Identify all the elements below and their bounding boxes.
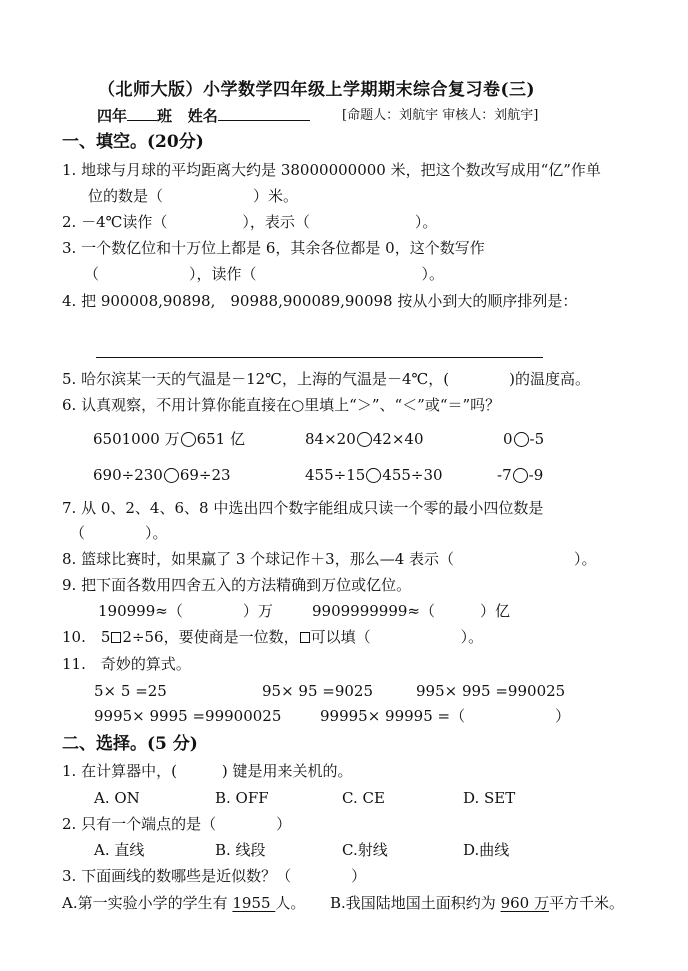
question-3-cont: （ ），读作（ ）。 <box>84 265 445 283</box>
page-title: （北师大版）小学数学四年级上学期期末综合复习卷(三) <box>98 80 536 100</box>
option[interactable]: D. SET <box>463 789 516 807</box>
question-10: 10. 5 2÷56，要使商是一位数， 可以填（ ）。 <box>62 628 484 646</box>
name-blank[interactable] <box>218 105 310 121</box>
question-7: 7. 从 0、2、4、6、8 中选出四个数字能组成只读一个零的最小四位数是 <box>62 499 544 517</box>
choice-question-2: 2. 只有一个端点的是（ ） <box>62 815 292 833</box>
equation: 9995× 9995 =99900025 <box>94 707 282 725</box>
compare-circle[interactable] <box>513 468 528 483</box>
question-7-cont: （ ）。 <box>70 524 168 542</box>
compare-circle[interactable] <box>514 432 529 447</box>
question-3: 3. 一个数亿位和十万位上都是 6，其余各位都是 0，这个数写作 <box>62 239 485 257</box>
question-6: 6. 认真观察，不用计算你能直接在○里填上“＞”、“＜”或“＝”吗？ <box>62 396 501 414</box>
question-1-cont: 位的数是（ ）米。 <box>88 187 299 205</box>
option[interactable]: B.我国陆地国土面积约为 960 万平方千米。 <box>330 894 624 912</box>
equation: 95× 95 =9025 <box>262 682 374 700</box>
blank-box-icon <box>300 632 310 643</box>
question-9: 9. 把下面各数用四舍五入的方法精确到万位或亿位。 <box>62 576 412 594</box>
compare-item: -7 -9 <box>497 466 544 484</box>
compare-circle[interactable] <box>181 432 196 447</box>
question-8: 8. 篮球比赛时，如果赢了 3 个球记作＋3，那么—4 表示（ ）。 <box>62 550 597 568</box>
class-blank[interactable] <box>127 105 157 121</box>
choice-question-3: 3. 下面画线的数哪些是近似数？（ ） <box>62 867 367 885</box>
question-5: 5. 哈尔滨某一天的气温是－12℃，上海的气温是－4℃，( )的温度高。 <box>62 370 590 388</box>
option[interactable]: B. 线段 <box>215 841 266 859</box>
compare-item: 455÷15 455÷30 <box>305 466 443 484</box>
question-4: 4. 把 900008,90898, 90988,900089,90098 按从小到大的顺序排列是： <box>62 292 578 310</box>
option[interactable]: A.第一实验小学的学生有 1955 人。 <box>62 894 306 912</box>
author-note: [命题人：刘航宇 审核人：刘航宇] <box>342 108 539 123</box>
equation: 995× 995 =990025 <box>416 682 566 700</box>
question-9-b: 9909999999≈（ ）亿 <box>312 602 511 620</box>
question-1: 1. 地球与月球的平均距离大约是 38000000000 米，把这个数改写成用“亿”作单 <box>62 161 601 179</box>
choice-question-1: 1. 在计算器中，( ) 键是用来关机的。 <box>62 762 353 780</box>
option[interactable]: A. ON <box>94 789 140 807</box>
equation: 5× 5 =25 <box>94 682 167 700</box>
option[interactable]: A. 直线 <box>94 841 145 859</box>
question-11: 11. 奇妙的算式。 <box>62 655 191 673</box>
class-label: 班 <box>157 107 173 125</box>
compare-item: 84×20 42×40 <box>305 430 424 448</box>
compare-item: 0 -5 <box>503 430 545 448</box>
question-4-answer-line[interactable] <box>96 357 543 358</box>
option[interactable]: C. CE <box>342 789 385 807</box>
section-heading-choice: 二、选择。(5 分) <box>62 734 198 754</box>
compare-circle[interactable] <box>366 468 381 483</box>
option[interactable]: B. OFF <box>215 789 269 807</box>
equation: 99995× 99995 =（ ） <box>320 707 571 725</box>
underlined-number: 1955 <box>232 894 276 912</box>
compare-circle[interactable] <box>357 432 372 447</box>
option[interactable]: C.射线 <box>342 841 388 859</box>
compare-item: 690÷230 69÷23 <box>93 466 231 484</box>
student-info <box>97 105 310 126</box>
compare-item: 6501000 万 651 亿 <box>93 430 245 448</box>
question-2: 2. －4℃读作（ ），表示（ ）。 <box>62 213 438 231</box>
underlined-number: 960 万 <box>500 894 549 912</box>
option[interactable]: D.曲线 <box>463 841 510 859</box>
name-label: 姓名 <box>187 107 218 125</box>
section-heading-fill-in: 一、填空。(20分) <box>62 132 204 152</box>
compare-circle[interactable] <box>164 468 179 483</box>
grade-label: 四年 <box>97 107 128 125</box>
question-9-a: 190999≈（ ）万 <box>98 602 273 620</box>
blank-box-icon <box>111 632 121 643</box>
